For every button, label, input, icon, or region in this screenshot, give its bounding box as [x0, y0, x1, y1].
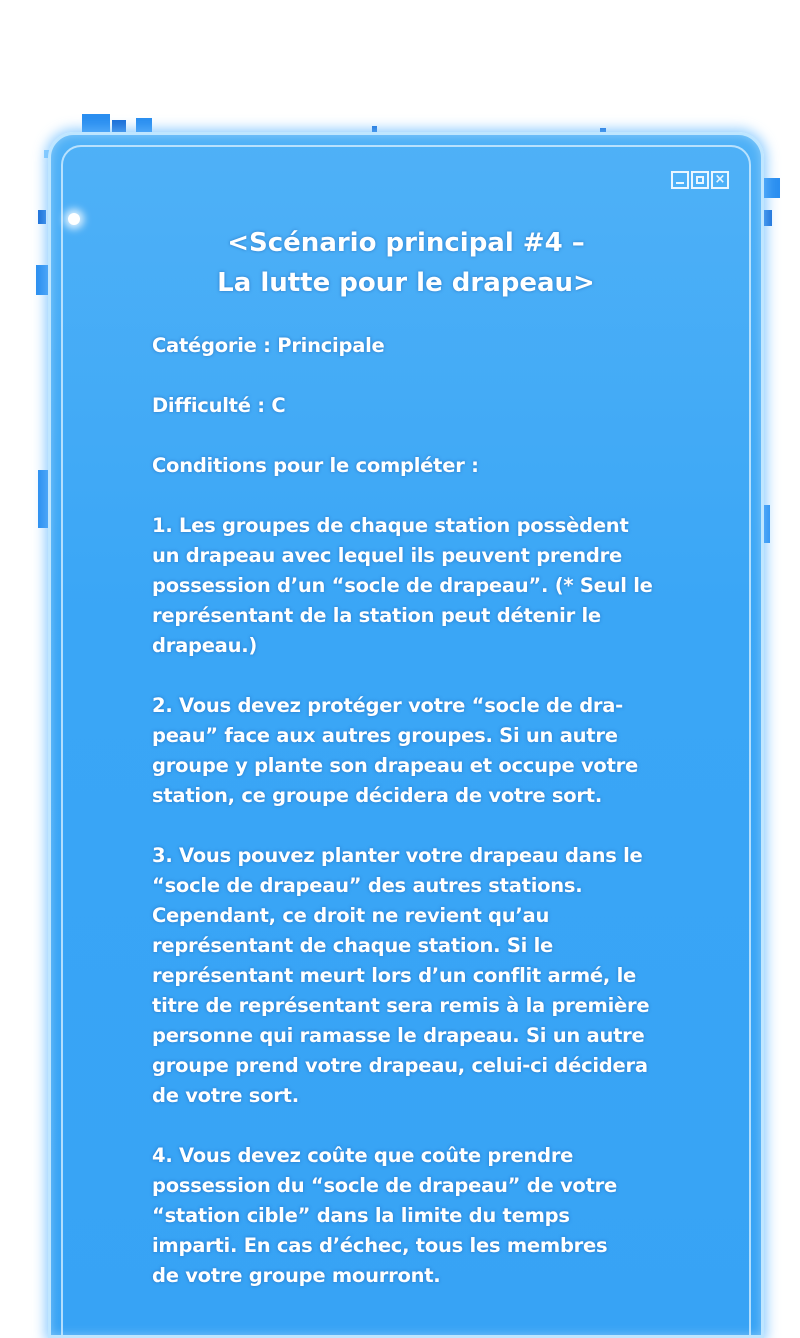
- condition-item-1: [152, 511, 692, 661]
- condition-item-4: [152, 1141, 692, 1291]
- condition-line: 3. Vous pouvez planter votre drapeau dans le: [152, 844, 643, 867]
- condition-line: 1. Les groupes de chaque station possèdent: [152, 514, 629, 537]
- condition-line: “station cible” dans la limite du temps: [152, 1204, 570, 1227]
- condition-line: un drapeau avec lequel ils peuvent prendre: [152, 544, 622, 567]
- condition-line: de votre sort.: [152, 1084, 299, 1107]
- condition-line: imparti. En cas d’échec, tous les membres: [152, 1234, 608, 1257]
- condition-line: titre de représentant sera remis à la première: [152, 994, 650, 1017]
- condition-line: 4. Vous devez coûte que coûte prendre: [152, 1144, 574, 1167]
- condition-line: personne qui ramasse le drapeau. Si un autre: [152, 1024, 645, 1047]
- condition-line: possession du “socle de drapeau” de votre: [152, 1174, 617, 1197]
- pixel-decoration: [38, 210, 46, 224]
- difficulty-label: Difficulté : C: [152, 394, 286, 417]
- window-controls: [671, 171, 729, 189]
- condition-line: représentant de la station peut détenir le: [152, 604, 601, 627]
- condition-item-3: [152, 841, 692, 1111]
- condition-line: “socle de drapeau” des autres stations.: [152, 874, 583, 897]
- conditions-heading: Conditions pour le compléter :: [152, 454, 479, 477]
- condition-line: drapeau.): [152, 634, 258, 657]
- pixel-decoration: [112, 120, 126, 132]
- condition-line: groupe prend votre drapeau, celui-ci décidera: [152, 1054, 648, 1077]
- category-label: Catégorie : Principale: [152, 334, 385, 357]
- maximize-icon[interactable]: [691, 171, 709, 189]
- condition-line: possession d’un “socle de drapeau”. (* Seul le: [152, 574, 653, 597]
- condition-item-2: [152, 691, 692, 811]
- condition-line: représentant meurt lors d’un conflit armé, le: [152, 964, 636, 987]
- pixel-decoration: [136, 118, 152, 132]
- scenario-body: [152, 331, 692, 1291]
- condition-line: représentant de chaque station. Si le: [152, 934, 554, 957]
- close-icon[interactable]: ×: [711, 171, 729, 189]
- scenario-title-line-1: <Scénario principal #4 –: [227, 228, 585, 258]
- condition-line: de votre groupe mourront.: [152, 1264, 441, 1287]
- scenario-window: [48, 132, 764, 1338]
- condition-line: Cependant, ce droit ne revient qu’au: [152, 904, 550, 927]
- minimize-icon[interactable]: [671, 171, 689, 189]
- condition-line: groupe y plante son drapeau et occupe votre: [152, 754, 638, 777]
- condition-line: station, ce groupe décidera de votre sort.: [152, 784, 603, 807]
- scenario-title: [51, 223, 761, 303]
- pixel-decoration: [36, 265, 48, 295]
- scenario-title-line-2: La lutte pour le drapeau>: [217, 268, 595, 298]
- pixel-decoration: [38, 470, 48, 528]
- condition-line: peau” face aux autres groupes. Si un autre: [152, 724, 618, 747]
- condition-line: 2. Vous devez protéger votre “socle de dra-: [152, 694, 624, 717]
